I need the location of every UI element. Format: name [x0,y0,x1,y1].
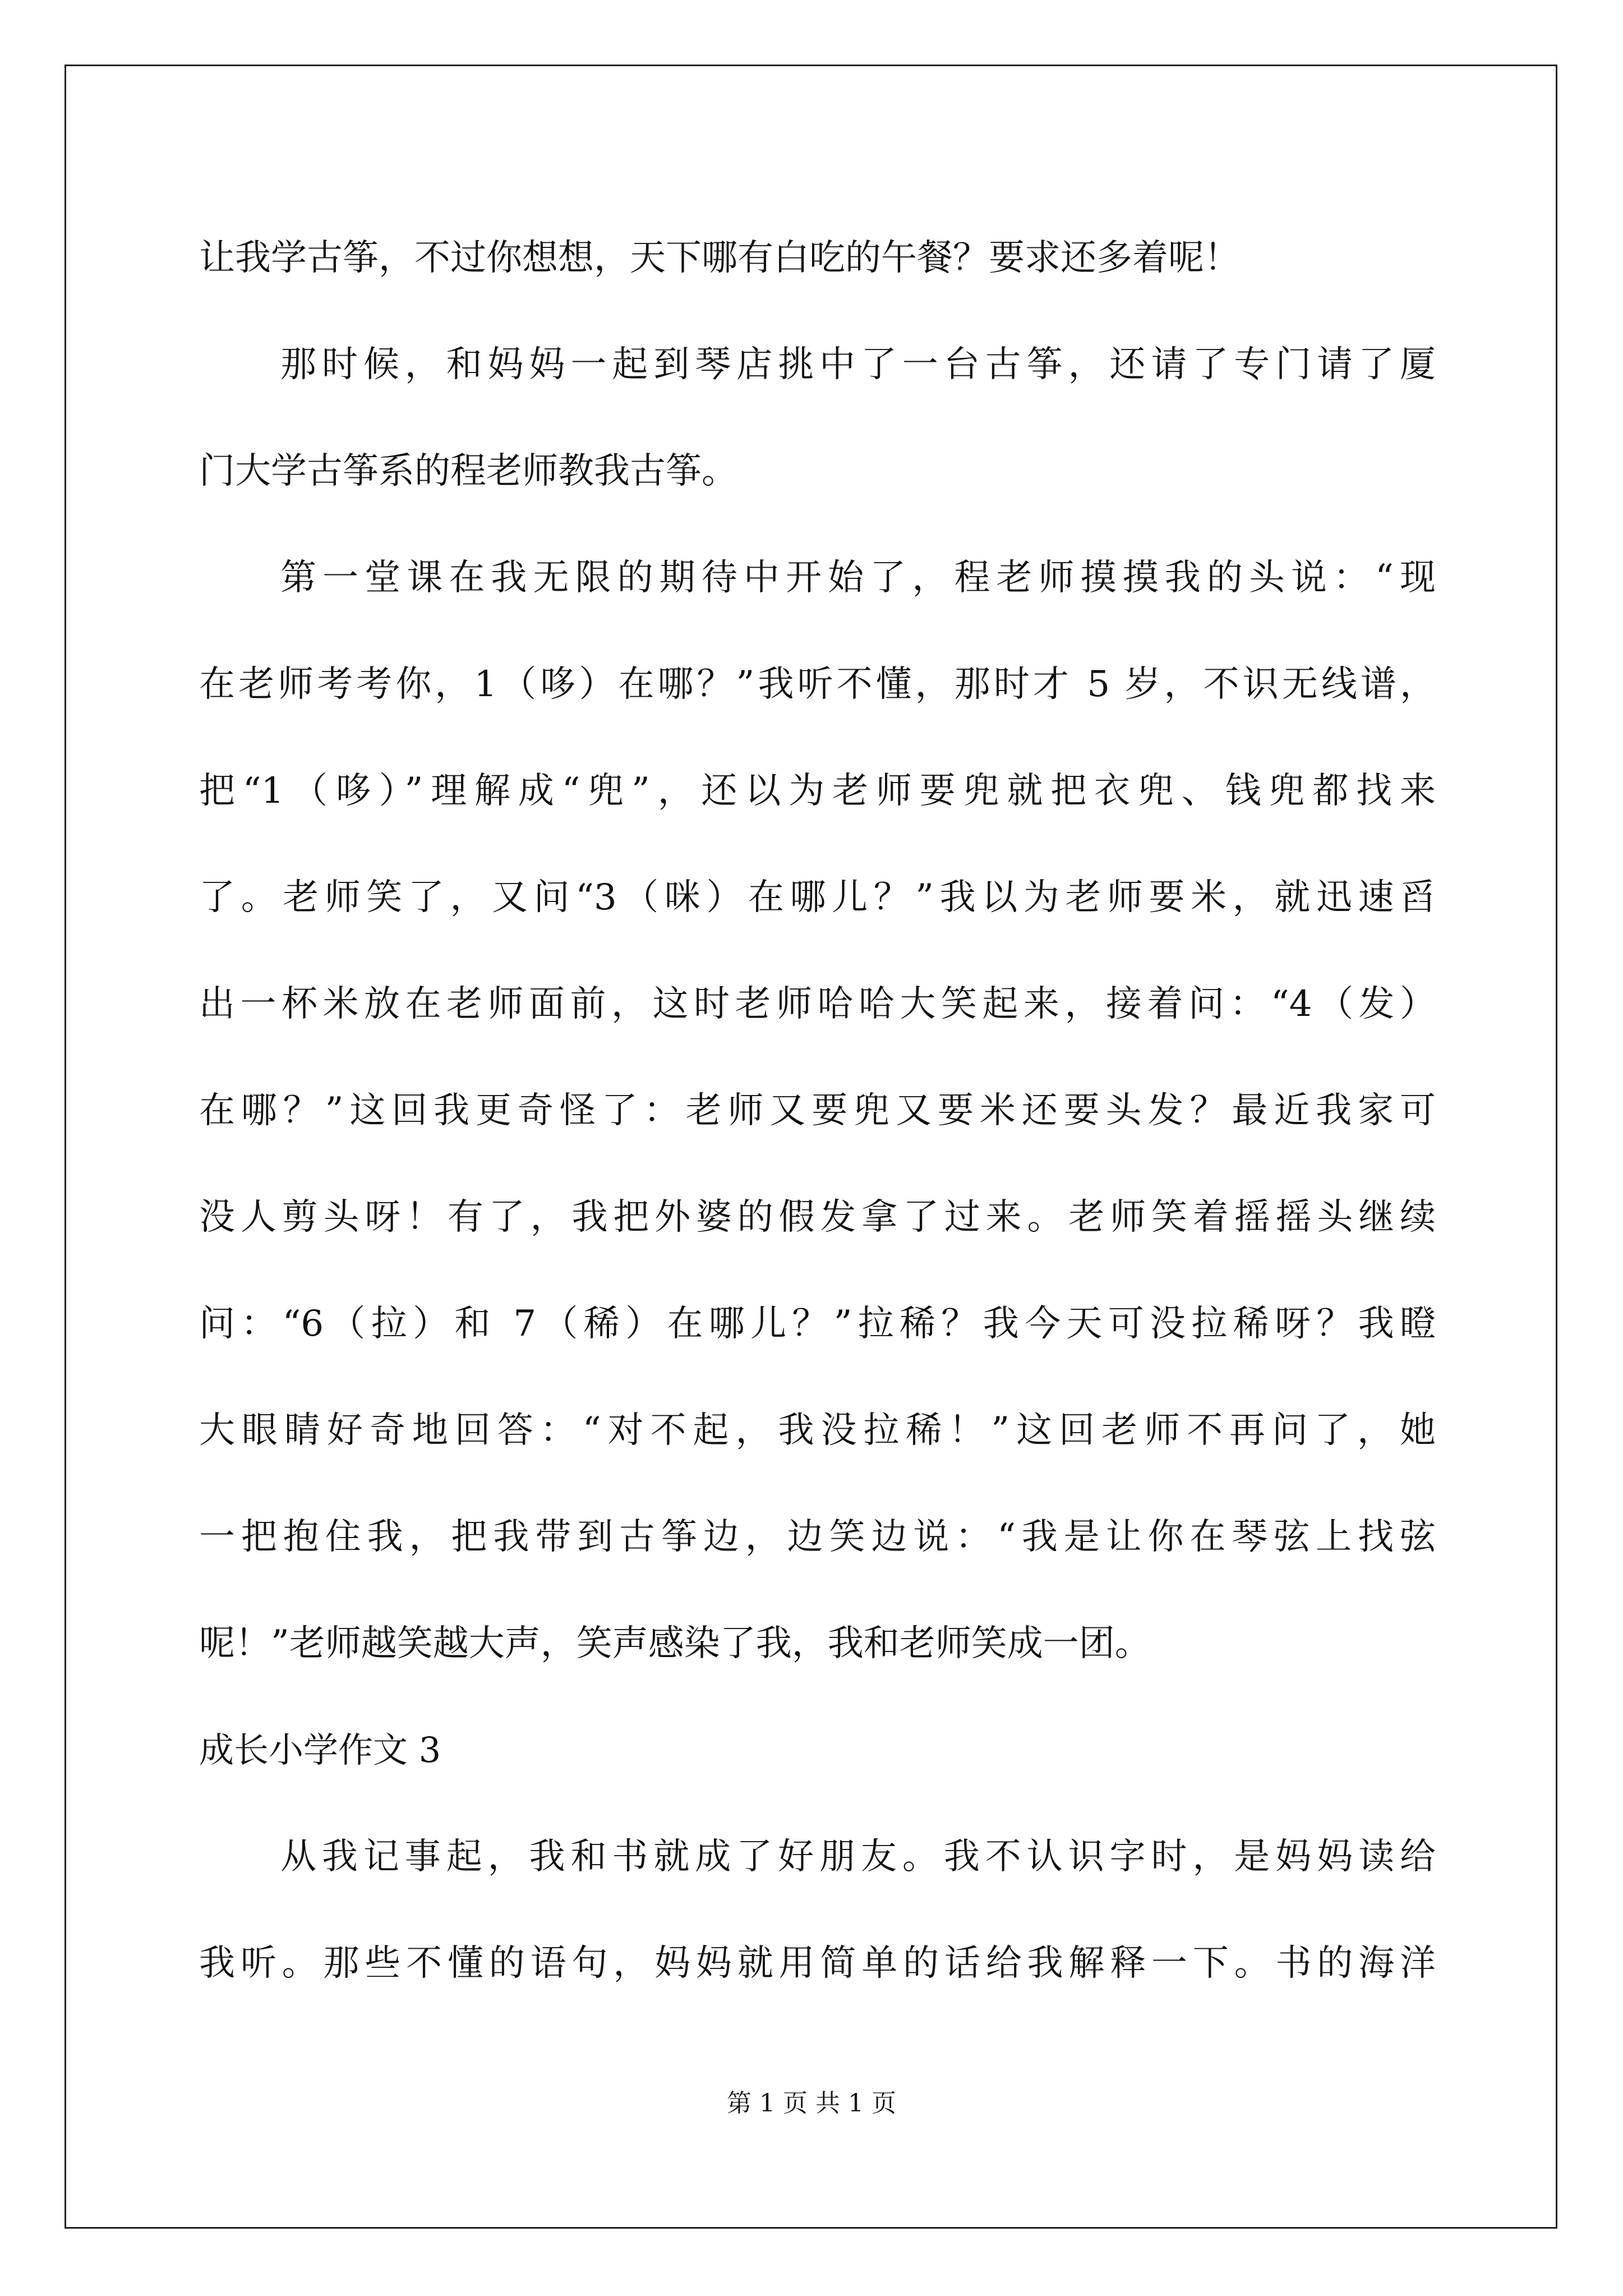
text-line-2: 那时候，和妈妈一起到琴店挑中了一台古筝，还请了专门请了厦 [280,344,1436,385]
text-line-17: 我听。那些不懂的语句，妈妈就用简单的话给我解释一下。书的海洋 [199,1943,1436,1984]
page-number-footer: 第 1 页 共 1 页 [727,2089,896,2118]
text-line-14: 呢！”老师越笑越大声，笑声感染了我，我和老师笑成一团。 [199,1623,1151,1664]
text-line-13: 一把抱住我，把我带到古筝边，边笑边说：“我是让你在琴弦上找弦 [199,1516,1436,1558]
text-line-10: 没人剪头呀！有了，我把外婆的假发拿了过来。老师笑着摇摇头继续 [199,1197,1436,1238]
text-line-1: 让我学古筝，不过你想想，天下哪有白吃的午餐？要求还多着呢！ [199,237,1240,279]
section-heading: 成长小学作文 3 [199,1729,441,1770]
text-line-6: 把“1（哆）”理解成“兜”，还以为老师要兜就把衣兜、钱兜都找来 [199,770,1436,812]
text-line-16: 从我记事起，我和书就成了好朋友。我不认识字时，是妈妈读给 [280,1836,1436,1878]
text-line-5: 在老师考考你，1（哆）在哪？”我听不懂，那时才 5 岁，不识无线谱， [199,664,1436,705]
text-line-4: 第一堂课在我无限的期待中开始了，程老师摸摸我的头说：“现 [280,557,1436,599]
document-body [199,205,1436,2017]
text-line-3: 门大学古筝系的程老师教我古筝。 [199,450,737,492]
text-line-12: 大眼睛好奇地回答：“对不起，我没拉稀！”这回老师不再问了，她 [199,1410,1436,1451]
text-line-9: 在哪？”这回我更奇怪了：老师又要兜又要米还要头发？最近我家可 [199,1090,1436,1131]
text-line-8: 出一杯米放在老师面前，这时老师哈哈大笑起来，接着问：“4（发） [199,983,1436,1025]
text-line-7: 了。老师笑了，又问“3（咪）在哪儿？”我以为老师要米，就迅速舀 [199,877,1436,918]
text-line-11: 问：“6（拉）和 7（稀）在哪儿？”拉稀？我今天可没拉稀呀？我瞪 [199,1303,1436,1345]
